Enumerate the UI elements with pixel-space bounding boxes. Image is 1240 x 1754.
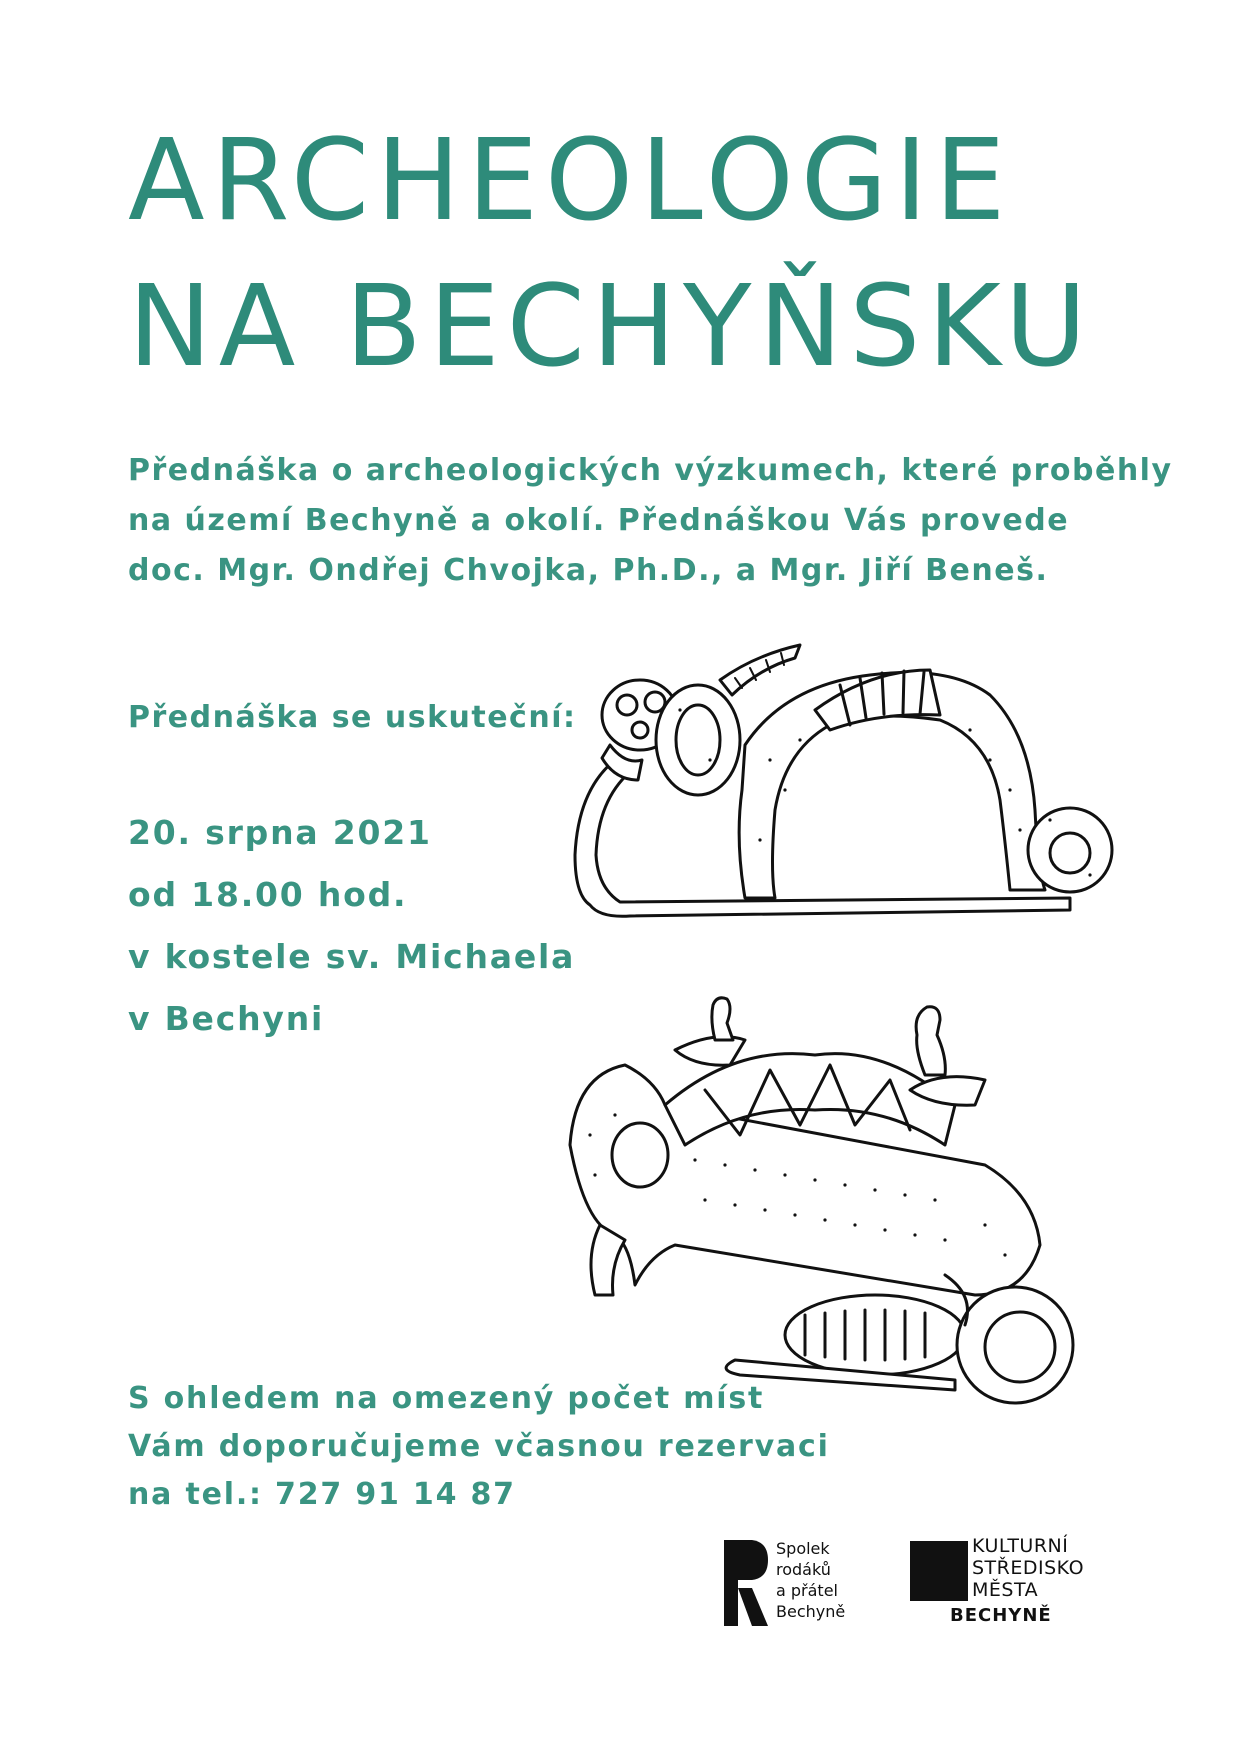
- reservation-line-1: S ohledem na omezený počet míst: [128, 1381, 765, 1416]
- spolek-logo-mark: [722, 1538, 770, 1630]
- fibula-drawing-top: [570, 640, 1150, 930]
- ks-line-1: KULTURNÍ: [972, 1535, 1069, 1557]
- event-place-2: v Bechyni: [128, 999, 325, 1038]
- ks-line-4: BECHYNĚ: [950, 1605, 1052, 1626]
- reservation-line-3: na tel.: 727 91 14 87: [128, 1477, 516, 1512]
- event-heading: Přednáška se uskuteční:: [128, 700, 577, 735]
- intro-line-3: doc. Mgr. Ondřej Chvojka, Ph.D., a Mgr. Jiří Beneš.: [128, 553, 1049, 588]
- event-date: 20. srpna 2021: [128, 813, 432, 852]
- spolek-line-1: Spolek: [776, 1539, 830, 1558]
- title-line-1: ARCHEOLOGIE: [128, 116, 1013, 246]
- title-line-2: NA BECHYŇSKU: [128, 262, 1094, 392]
- event-time: od 18.00 hod.: [128, 875, 408, 914]
- intro-line-1: Přednáška o archeologických výzkumech, které proběhly: [128, 453, 1173, 488]
- event-place-1: v kostele sv. Michaela: [128, 937, 576, 976]
- spolek-line-3: a přátel: [776, 1581, 838, 1600]
- spolek-logo: [722, 1538, 872, 1630]
- intro-paragraph: [128, 446, 1173, 596]
- ks-logo-mark: [910, 1541, 968, 1601]
- fibula-drawing-bottom: [555, 995, 1135, 1415]
- ks-line-2: STŘEDISKO: [972, 1557, 1085, 1579]
- spolek-line-4: Bechyně: [776, 1602, 846, 1621]
- spolek-line-2: rodáků: [776, 1560, 831, 1579]
- event-details: [128, 802, 575, 1050]
- poster-title: [128, 108, 1094, 400]
- reservation-line-2: Vám doporučujeme včasnou rezervaci: [128, 1429, 830, 1464]
- reservation-note: [128, 1375, 830, 1519]
- kulturni-stredisko-logo: [910, 1535, 1110, 1635]
- intro-line-2: na území Bechyně a okolí. Přednáškou Vás provede: [128, 503, 1070, 538]
- ks-line-3: MĚSTA: [972, 1579, 1039, 1601]
